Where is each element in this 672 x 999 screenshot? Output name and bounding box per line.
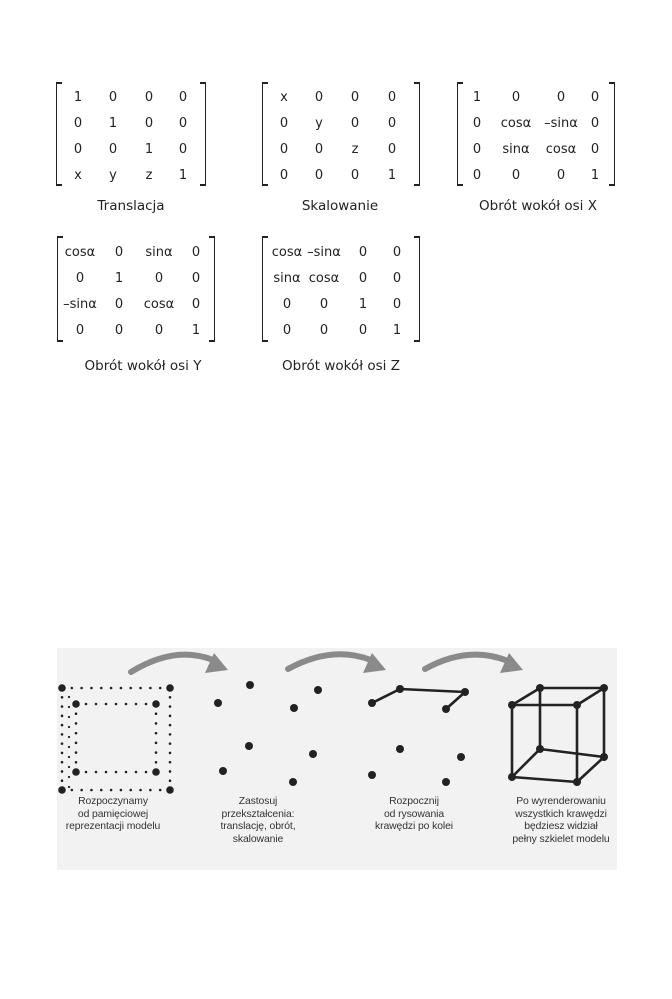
vertex-point (72, 700, 80, 708)
matrix-cell: 0 (279, 116, 289, 131)
memory-dot (68, 756, 70, 758)
memory-dot (68, 786, 70, 788)
matrix-cell: 0 (387, 116, 397, 131)
caption-line: przekształcenia: (221, 808, 295, 820)
memory-dot (169, 742, 172, 745)
vertex-point (214, 699, 222, 707)
memory-dot (61, 761, 64, 764)
vertex-point (461, 688, 469, 696)
vertex-point (600, 684, 608, 692)
memory-dot (61, 715, 64, 718)
matrix-cell: 0 (319, 323, 329, 338)
matrix-cell: 0 (472, 142, 482, 157)
vertex-point (457, 753, 465, 761)
matrix-cell: 0 (282, 297, 292, 312)
matrix-cell: cosα (308, 271, 340, 286)
memory-dot (135, 771, 138, 774)
memory-dot (125, 771, 128, 774)
memory-dot (95, 703, 98, 706)
matrix-cell: 0 (73, 116, 83, 131)
memory-dot (61, 779, 64, 782)
matrix-cell: sinα (502, 142, 530, 157)
matrix-caption: Skalowanie (301, 198, 379, 214)
memory-dot (68, 726, 70, 728)
memory-dot (75, 742, 78, 745)
matrix-cell: 1 (144, 142, 154, 157)
matrix-cell: 0 (178, 142, 188, 157)
memory-dot (75, 712, 78, 715)
matrix-cell: cosα (545, 142, 577, 157)
vertex-point (166, 684, 174, 692)
matrix-cell: 0 (75, 271, 85, 286)
memory-dot (169, 724, 172, 727)
vertex-point (508, 773, 516, 781)
matrix-cell: 0 (350, 168, 360, 183)
vertex-point (246, 681, 254, 689)
vertex-point (290, 704, 298, 712)
memory-dot (169, 779, 172, 782)
matrix-cell: 0 (556, 90, 566, 105)
vertex-point (309, 750, 317, 758)
memory-dot (100, 789, 103, 792)
matrix-cell: 0 (178, 90, 188, 105)
matrix-cell: –sinα (544, 116, 578, 131)
vertex-point (536, 745, 544, 753)
matrix-cell: –sinα (307, 245, 341, 260)
matrix-cell: 0 (590, 142, 600, 157)
memory-dot (68, 696, 70, 698)
vertex-point (600, 753, 608, 761)
matrix-cell: 0 (511, 90, 521, 105)
matrix-cell: sinα (145, 245, 173, 260)
matrix-cell: 0 (144, 116, 154, 131)
caption-line: od pamięciowej (77, 808, 149, 820)
caption-line: pełny szkielet modelu (512, 833, 610, 845)
memory-dot (61, 752, 64, 755)
matrix-cell: 0 (154, 323, 164, 338)
matrix-cell: 0 (392, 245, 402, 260)
memory-dot (155, 761, 158, 764)
memory-dot (68, 716, 70, 718)
step-caption-3 (339, 796, 489, 834)
memory-dot (169, 752, 172, 755)
vertex-point (152, 768, 160, 776)
memory-dot (61, 724, 64, 727)
matrix-cell: 0 (75, 323, 85, 338)
vertex-point (72, 768, 80, 776)
matrix-cell: 0 (314, 168, 324, 183)
memory-dot (169, 733, 172, 736)
memory-dot (110, 687, 113, 690)
step-caption-2 (183, 796, 333, 846)
matrix-cell: 0 (590, 90, 600, 105)
matrix-cell: 0 (590, 116, 600, 131)
caption-line: Po wyrenderowaniu (516, 796, 606, 807)
memory-dot (68, 766, 70, 768)
caption-line: Rozpoczynamy (78, 796, 148, 807)
matrix-cell: 0 (144, 90, 154, 105)
matrix-cell: 1 (358, 297, 368, 312)
caption-line: translację, obrót, (220, 821, 296, 832)
memory-dot (169, 770, 172, 773)
matrix-cell: 0 (392, 297, 402, 312)
memory-dot (80, 789, 83, 792)
matrix-cell: 0 (282, 323, 292, 338)
memory-dot (159, 789, 162, 792)
matrix-cell: 0 (108, 142, 118, 157)
memory-dot (129, 789, 132, 792)
matrix-cell: z (145, 168, 153, 183)
matrix-cell: 0 (191, 245, 201, 260)
matrix-cell: x (280, 90, 288, 105)
matrix-cell: 0 (387, 142, 397, 157)
matrix-cell: 0 (350, 90, 360, 105)
memory-dot (90, 789, 93, 792)
memory-dot (71, 687, 74, 690)
matrix-cell: 0 (472, 168, 482, 183)
matrix-cell: 0 (511, 168, 521, 183)
memory-dot (155, 742, 158, 745)
memory-dot (68, 706, 70, 708)
matrix-cell: x (74, 168, 82, 183)
memory-dot (105, 771, 108, 774)
matrix-cell: 0 (556, 168, 566, 183)
matrix-cell: 0 (387, 90, 397, 105)
matrix-cell: y (315, 116, 323, 131)
memory-dot (68, 746, 70, 748)
vertex-point (219, 767, 227, 775)
vertex-point (152, 700, 160, 708)
matrix-cell: cosα (143, 297, 175, 312)
memory-dot (139, 687, 142, 690)
vertex-point (573, 778, 581, 786)
memory-dot (61, 733, 64, 736)
matrix-cell: 0 (108, 90, 118, 105)
matrix-cell: 0 (392, 271, 402, 286)
matrix-cell: 1 (73, 90, 83, 105)
memory-dot (135, 703, 138, 706)
memory-dot (68, 736, 70, 738)
matrix-cell: 0 (114, 297, 124, 312)
matrix-cell: 1 (191, 323, 201, 338)
matrix-cell: 1 (392, 323, 402, 338)
caption-line: reprezentacji modelu (65, 821, 161, 832)
caption-line: od rysowania (383, 808, 445, 820)
memory-dot (75, 722, 78, 725)
vertex-point (442, 778, 450, 786)
matrix-cell: 1 (108, 116, 118, 131)
matrix-cell: 0 (358, 323, 368, 338)
matrix-cell: 1 (114, 271, 124, 286)
matrix-caption: Obrót wokół osi Y (84, 358, 202, 374)
caption-line: będziesz widział (524, 821, 598, 832)
memory-dot (125, 703, 128, 706)
vertex-point (536, 684, 544, 692)
matrix-cell: 0 (191, 271, 201, 286)
matrix-cell: cosα (271, 245, 303, 260)
memory-dot (149, 687, 152, 690)
matrix-cell: 0 (73, 142, 83, 157)
matrix-cell: 1 (590, 168, 600, 183)
matrix-caption: Obrót wokół osi X (479, 198, 597, 214)
vertex-point (314, 686, 322, 694)
matrix-cell: 1 (387, 168, 397, 183)
matrix-cell: 0 (114, 245, 124, 260)
caption-line: Rozpocznij (389, 796, 439, 807)
memory-dot (155, 712, 158, 715)
memory-dot (71, 789, 74, 792)
matrix-cell: cosα (64, 245, 96, 260)
vertex-point (396, 685, 404, 693)
memory-dot (169, 696, 172, 699)
memory-dot (120, 687, 123, 690)
memory-dot (85, 771, 88, 774)
vertex-point (442, 705, 450, 713)
memory-dot (61, 696, 64, 699)
matrix-cell: 0 (279, 168, 289, 183)
matrix-cell: –sinα (63, 297, 97, 312)
memory-dot (90, 687, 93, 690)
memory-dot (75, 732, 78, 735)
vertex-point (58, 684, 66, 692)
memory-dot (145, 703, 148, 706)
memory-dot (95, 771, 98, 774)
memory-dot (159, 687, 162, 690)
matrix-cell: cosα (500, 116, 532, 131)
caption-line: krawędzi po kolei (374, 821, 453, 832)
vertex-point (166, 786, 174, 794)
matrix-cell: 0 (314, 90, 324, 105)
memory-dot (61, 770, 64, 773)
memory-dot (75, 761, 78, 764)
caption-line: skalowanie (232, 833, 284, 845)
vertex-point (368, 771, 376, 779)
matrix-cell: y (109, 168, 117, 183)
memory-dot (169, 715, 172, 718)
matrix-cell: 0 (358, 271, 368, 286)
memory-dot (149, 789, 152, 792)
step-caption-4 (486, 796, 636, 846)
memory-dot (68, 776, 70, 778)
memory-dot (75, 751, 78, 754)
matrix-cell: 1 (472, 90, 482, 105)
memory-dot (155, 722, 158, 725)
memory-dot (61, 742, 64, 745)
memory-dot (80, 687, 83, 690)
matrix-cell: 1 (178, 168, 188, 183)
memory-dot (115, 771, 118, 774)
memory-dot (145, 771, 148, 774)
matrix-cell: 0 (191, 297, 201, 312)
matrix-cell: 0 (472, 116, 482, 131)
memory-dot (105, 703, 108, 706)
matrix-cell: 0 (178, 116, 188, 131)
matrix-cell: 0 (358, 245, 368, 260)
vertex-point (573, 701, 581, 709)
vertex-point (368, 699, 376, 707)
memory-dot (100, 687, 103, 690)
matrix-caption: Obrót wokół osi Z (282, 358, 400, 374)
vertex-point (508, 701, 516, 709)
vertex-point (245, 742, 253, 750)
matrix-cell: 0 (319, 297, 329, 312)
matrix-caption: Translacja (97, 198, 165, 214)
memory-dot (129, 687, 132, 690)
memory-dot (110, 789, 113, 792)
memory-dot (85, 703, 88, 706)
matrix-cell: 0 (350, 116, 360, 131)
memory-dot (139, 789, 142, 792)
memory-dot (120, 789, 123, 792)
memory-dot (115, 703, 118, 706)
vertex-point (58, 786, 66, 794)
memory-dot (155, 751, 158, 754)
caption-line: wszystkich krawędzi (515, 808, 607, 820)
memory-dot (155, 732, 158, 735)
matrix-cell: z (351, 142, 359, 157)
caption-line: Zastosuj (238, 796, 278, 807)
vertex-point (289, 778, 297, 786)
step-caption-1 (38, 796, 188, 834)
matrix-cell: sinα (273, 271, 301, 286)
matrix-cell: 0 (154, 271, 164, 286)
vertex-point (396, 745, 404, 753)
matrix-cell: 0 (279, 142, 289, 157)
memory-dot (169, 761, 172, 764)
matrix-cell: 0 (314, 142, 324, 157)
memory-dot (61, 705, 64, 708)
matrix-cell: 0 (114, 323, 124, 338)
memory-dot (169, 705, 172, 708)
